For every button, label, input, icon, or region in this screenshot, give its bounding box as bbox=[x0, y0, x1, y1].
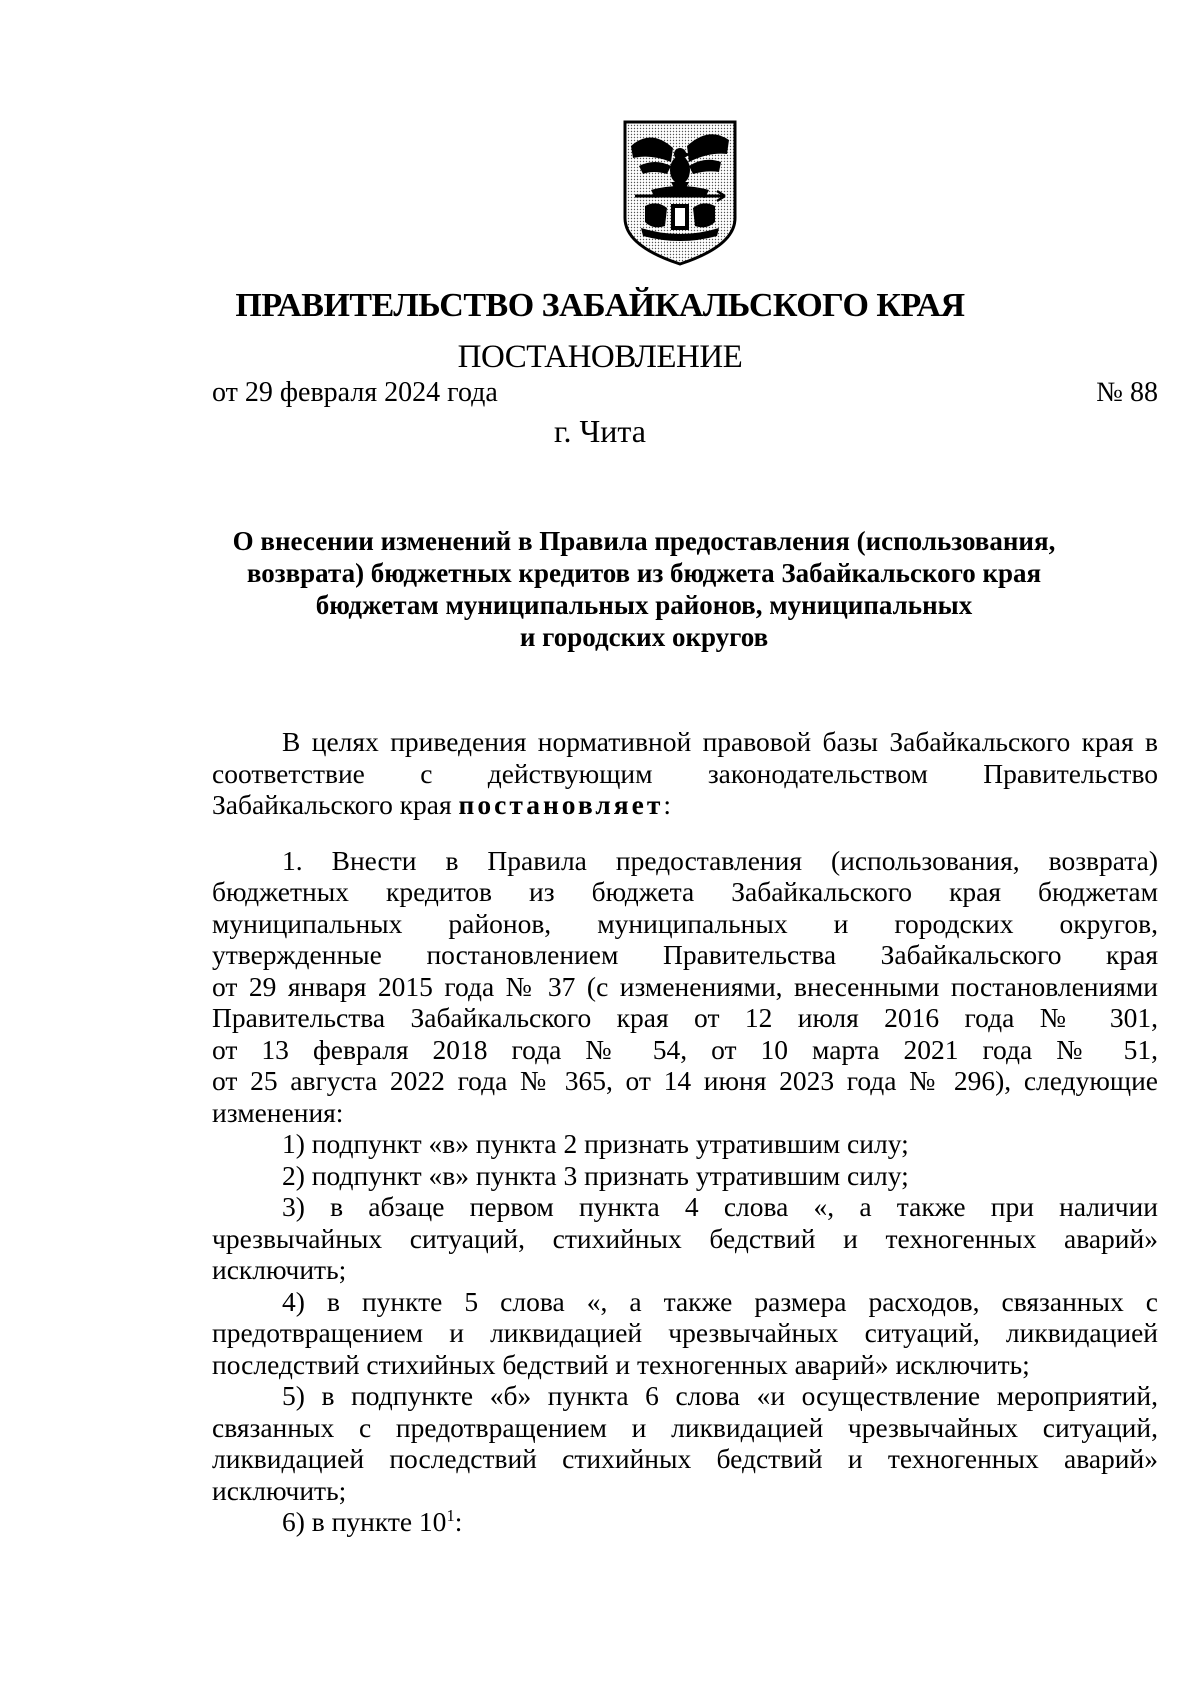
title-line: возврата) бюджетных кредитов из бюджета Забайкальского края bbox=[246, 558, 1042, 588]
text-line: последствий стихийных бедствий и техногенных аварий» исключить; bbox=[212, 1348, 1030, 1380]
text-line: бюджетных кредитов из бюджета Забайкальского края бюджетам bbox=[212, 876, 1158, 907]
document-title bbox=[200, 525, 1088, 653]
decree-word: постановляет bbox=[458, 789, 664, 820]
document-type: ПОСТАНОВЛЕНИЕ bbox=[457, 339, 743, 375]
text-line bbox=[212, 789, 1158, 821]
text-line: от 13 февраля 2018 года № 54, от 10 марта 2021 года № 51, bbox=[212, 1033, 1158, 1065]
text-line: 1. Внести в Правила предоставления (использования, возврата) bbox=[282, 844, 1158, 876]
text-line: 5) в подпункте «б» пункта 6 слова «и осуществление мероприятий, bbox=[282, 1380, 1158, 1411]
subitem-2 bbox=[212, 1160, 1158, 1192]
subitem-1 bbox=[212, 1128, 1158, 1160]
text-line: соответствие с действующим законодательством Правительство bbox=[212, 757, 1158, 789]
text-line: 2) подпункт «в» пункта 3 признать утратившим силу; bbox=[282, 1159, 909, 1191]
document-body bbox=[212, 726, 1158, 1538]
subitem-6-text: 6) в пункте 10 bbox=[282, 1506, 447, 1537]
text-line: Правительства Забайкальского края от 12 июля 2016 года № 301, bbox=[212, 1002, 1158, 1033]
text-line: от 29 января 2015 года № 37 (с изменениями, внесенными постановлениями bbox=[212, 970, 1158, 1002]
subitem-3 bbox=[212, 1191, 1158, 1286]
document-date: от 29 февраля 2024 года bbox=[212, 377, 498, 408]
text-line: муниципальных районов, муниципальных и городских округов, bbox=[212, 907, 1158, 939]
text-line: 3) в абзаце первом пункта 4 слова «, а также при наличии bbox=[282, 1191, 1158, 1222]
organization-name: ПРАВИТЕЛЬСТВО ЗАБАЙКАЛЬСКОГО КРАЯ bbox=[235, 287, 965, 324]
text-line: изменения: bbox=[212, 1096, 344, 1128]
document-city: г. Чита bbox=[553, 413, 646, 449]
text-line: 1) подпункт «в» пункта 2 признать утратившим силу; bbox=[282, 1128, 909, 1159]
preamble-text: Забайкальского края bbox=[212, 789, 452, 820]
subitem-4 bbox=[212, 1286, 1158, 1381]
superscript: 1 bbox=[446, 1506, 455, 1525]
title-line: О внесении изменений в Правила предоставления (использования, bbox=[232, 526, 1056, 556]
text-line: связанных с предотвращением и ликвидацией чрезвычайных ситуаций, bbox=[212, 1411, 1158, 1443]
text-line: утвержденные постановлением Правительства Забайкальского края bbox=[212, 939, 1158, 970]
text-line: 4) в пункте 5 слова «, а также размера расходов, связанных с bbox=[282, 1285, 1158, 1317]
text-line: чрезвычайных ситуаций, стихийных бедствий и техногенных аварий» bbox=[212, 1222, 1158, 1254]
text-line: исключить; bbox=[212, 1254, 347, 1285]
decree-colon: : bbox=[663, 789, 672, 820]
coat-of-arms-icon bbox=[621, 118, 739, 268]
text-line: исключить; bbox=[212, 1474, 347, 1506]
text-line: В целях приведения нормативной правовой базы Забайкальского края в bbox=[282, 726, 1158, 757]
subitem-6-colon: : bbox=[454, 1506, 463, 1537]
text-line: предотвращением и ликвидацией чрезвычайных ситуаций, ликвидацией bbox=[212, 1317, 1158, 1348]
item-1-paragraph bbox=[212, 845, 1158, 1129]
document-number: № 88 bbox=[1096, 377, 1158, 408]
title-line: бюджетам муниципальных районов, муниципальных bbox=[315, 590, 973, 620]
subitem-6 bbox=[212, 1506, 1158, 1538]
title-line: и городских округов bbox=[519, 622, 769, 652]
text-line bbox=[212, 1506, 1158, 1538]
subitem-5 bbox=[212, 1380, 1158, 1506]
text-line: ликвидацией последствий стихийных бедствий и техногенных аварий» bbox=[212, 1443, 1158, 1474]
text-line: от 25 августа 2022 года № 365, от 14 июня 2023 года № 296), следующие bbox=[212, 1065, 1158, 1096]
preamble-paragraph bbox=[212, 726, 1158, 821]
